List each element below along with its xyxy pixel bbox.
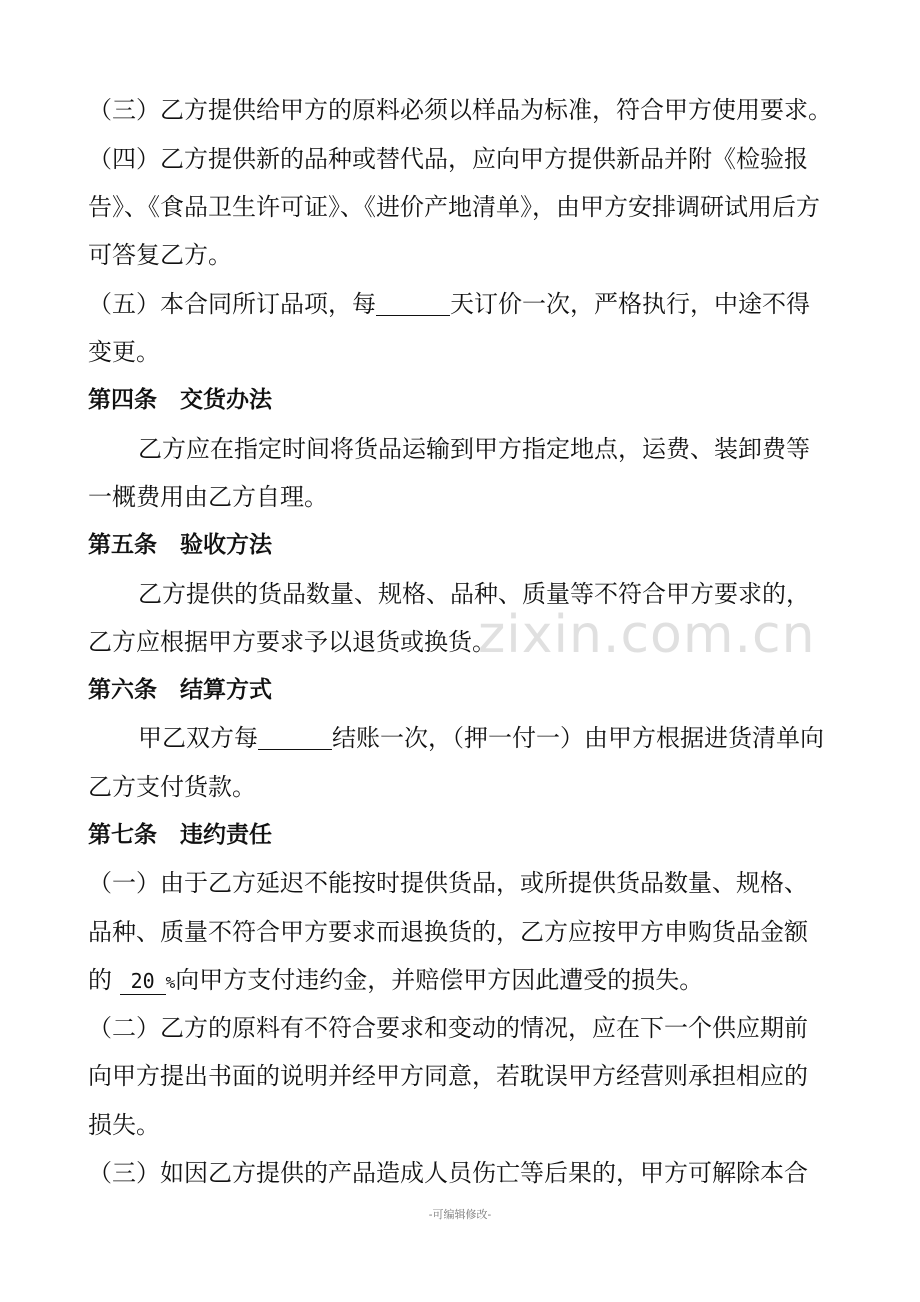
article-7-line-3 (88, 964, 703, 999)
clause-5-line-2: 变更。 (88, 338, 160, 366)
article-6-line-2: 乙方支付货款。 (88, 773, 256, 801)
article-5-line-2: 乙方应根据甲方要求予以退货或换货。 (88, 628, 496, 656)
percent-sign: % (165, 973, 176, 992)
article-6-text-end: 结账一次，（押一付一）由甲方根据进货清单向 (332, 724, 824, 752)
article-7-line-1: （一）由于乙方延迟不能按时提供货品，或所提供货品数量、规格、 (88, 869, 808, 897)
article-6-text-start: 甲乙双方每 (138, 724, 258, 752)
article-4-line-2: 一概费用由乙方自理。 (88, 483, 328, 511)
article-6-line-1 (138, 722, 824, 754)
blank-field-days (376, 291, 450, 316)
page-footer: -可编辑修改- (428, 1208, 492, 1221)
watermark: zixin.com.cn (478, 605, 816, 665)
clause-3-line: （三）乙方提供给甲方的原料必须以样品为标准，符合甲方使用要求。 (88, 96, 832, 124)
article-4-line-1: 乙方应在指定时间将货品运输到甲方指定地点，运费、装卸费等 (138, 435, 810, 463)
article-7-line-6: 损失。 (88, 1111, 160, 1139)
article-7-line-7: （三）如因乙方提供的产品造成人员伤亡等后果的，甲方可解除本合 (88, 1159, 808, 1187)
article-6-heading: 第六条 结算方式 (88, 677, 272, 703)
penalty-rate-field: 20 (120, 968, 166, 995)
article-7-line-2: 品种、质量不符合甲方要求而退换货的，乙方应按甲方申购货品金额 (88, 918, 808, 946)
article-7-heading: 第七条 违约责任 (88, 822, 272, 848)
clause-5-text-end: 天订价一次，严格执行，中途不得 (450, 290, 810, 318)
article-5-line-1: 乙方提供的货品数量、规格、品种、质量等不符合甲方要求的， (138, 580, 810, 608)
article-7-text-end: 向甲方支付违约金，并赔偿甲方因此遭受的损失。 (175, 966, 704, 994)
blank-field-period (258, 725, 332, 750)
clause-4-line-1: （四）乙方提供新的品种或替代品，应向甲方提供新品并附《检验报 (88, 145, 808, 173)
article-7-text-de: 的 (88, 966, 112, 994)
clause-5-line-1 (88, 288, 810, 320)
article-4-heading: 第四条 交货办法 (88, 387, 272, 413)
clause-5-text-start: （五）本合同所订品项，每 (88, 290, 376, 318)
article-7-line-4: （二）乙方的原料有不符合要求和变动的情况，应在下一个供应期前 (88, 1014, 808, 1042)
article-5-heading: 第五条 验收方法 (88, 532, 272, 558)
article-7-line-5: 向甲方提出书面的说明并经甲方同意，若耽误甲方经营则承担相应的 (88, 1062, 808, 1090)
clause-4-line-3: 可答复乙方。 (88, 241, 232, 269)
clause-4-line-2: 告》、《食品卫生许可证》、《进价产地清单》，由甲方安排调研试用后方 (88, 193, 820, 221)
